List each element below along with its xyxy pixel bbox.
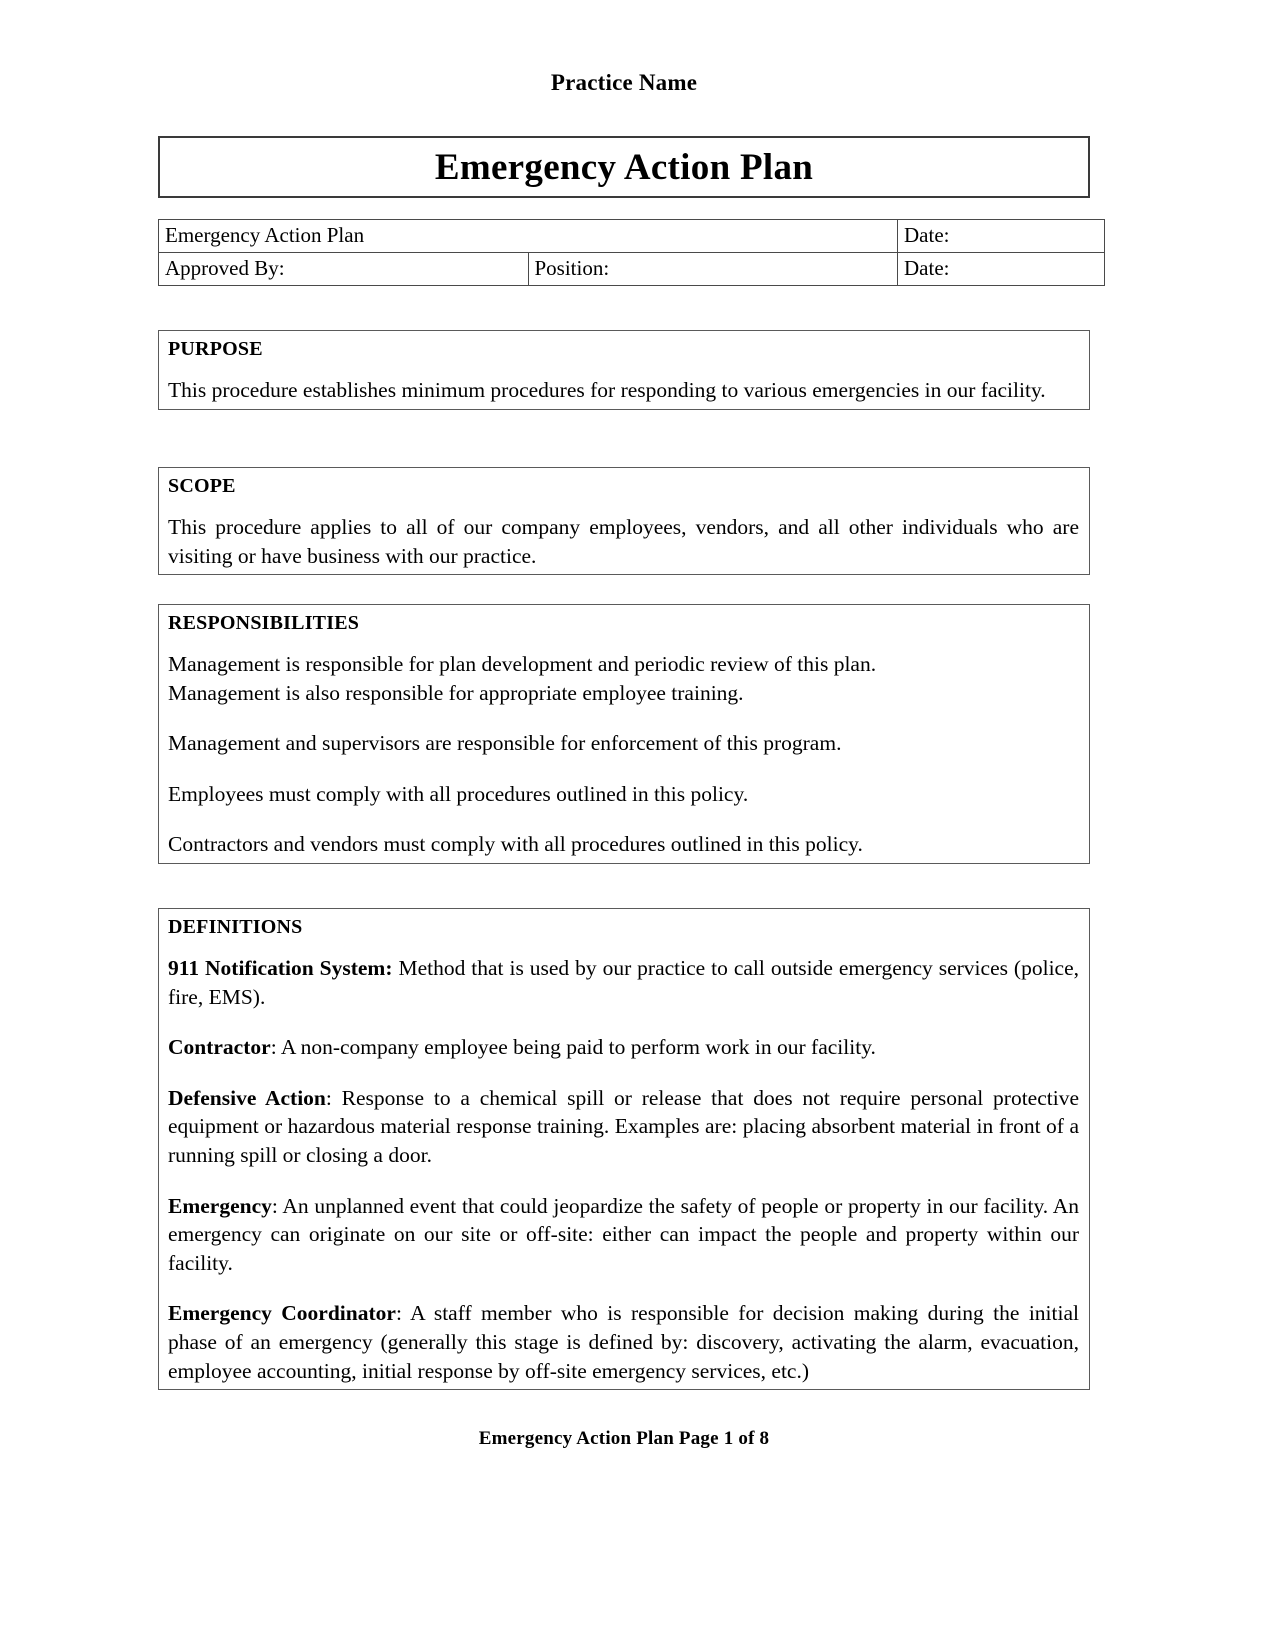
section-scope bbox=[158, 467, 1090, 575]
responsibilities-paragraph-5: Contractors and vendors must comply with all procedures outlined in this policy. bbox=[168, 832, 863, 857]
practice-name-header: Practice Name bbox=[550, 70, 698, 95]
section-heading-responsibilities: RESPONSIBILITIES bbox=[168, 612, 360, 634]
cell-date-1: Date: bbox=[898, 220, 1105, 253]
definition-item bbox=[168, 1084, 1079, 1170]
document-title-box bbox=[158, 136, 1090, 198]
definition-item bbox=[168, 954, 1079, 1011]
definition-term: 911 Notification System: bbox=[168, 956, 393, 980]
definition-term: Emergency bbox=[168, 1193, 272, 1218]
responsibilities-paragraph-4: Employees must comply with all procedures outlined in this policy. bbox=[168, 781, 749, 806]
table-row bbox=[159, 220, 1105, 253]
section-purpose bbox=[158, 330, 1090, 410]
section-body-purpose: This procedure establishes minimum procedures for responding to various emergencies in our facility. bbox=[168, 378, 1046, 402]
responsibilities-paragraph-2: Management is also responsible for appropriate employee training. bbox=[168, 680, 744, 705]
responsibilities-paragraph-1: Management is responsible for plan development and periodic review of this plan. bbox=[168, 652, 877, 676]
definition-term: Emergency Coordinator bbox=[168, 1301, 396, 1326]
definition-term: Defensive Action bbox=[168, 1085, 326, 1110]
section-definitions bbox=[158, 908, 1090, 1390]
section-heading-purpose: PURPOSE bbox=[168, 338, 263, 360]
definition-item bbox=[168, 1299, 1079, 1385]
page-title: Emergency Action Plan bbox=[434, 146, 814, 188]
definition-text: : Response to a chemical spill or release that does not require personal protective equipment or hazardous material response training. Examples are: placing absorbent material in front of a running spill or closing a door. bbox=[168, 1085, 1079, 1167]
section-heading-definitions: DEFINITIONS bbox=[168, 916, 303, 938]
definition-text: : A non-company employee being paid to perform work in our facility. bbox=[270, 1035, 876, 1060]
section-heading-scope: SCOPE bbox=[168, 475, 236, 497]
page-footer: Emergency Action Plan Page 1 of 8 bbox=[478, 1428, 770, 1449]
definition-item bbox=[168, 1033, 1079, 1062]
approval-table bbox=[158, 219, 1105, 286]
cell-approved-by: Approved By: bbox=[159, 253, 529, 286]
definition-term: Contractor bbox=[168, 1035, 271, 1060]
definition-text: Method that is used by our practice to call outside emergency services (police, fire, EMS). bbox=[168, 956, 1079, 1009]
cell-date-2: Date: bbox=[898, 253, 1105, 286]
definition-text: : An unplanned event that could jeopardize the safety of people or property in our facility. An emergency can originate on our site or off-site: either can impact the people and property within our facility. bbox=[168, 1193, 1079, 1275]
definition-text: : A staff member who is responsible for decision making during the initial phase of an emergency (generally this stage is defined by: discovery, activating the alarm, evacuation, employee accounting, initial response by off-site emergency services, etc.) bbox=[168, 1301, 1079, 1383]
definition-item bbox=[168, 1192, 1079, 1278]
cell-plan-name: Emergency Action Plan bbox=[159, 220, 898, 253]
responsibilities-paragraph-3: Management and supervisors are responsible for enforcement of this program. bbox=[168, 731, 842, 756]
section-responsibilities bbox=[158, 604, 1090, 864]
table-row bbox=[159, 253, 1105, 286]
section-body-scope: This procedure applies to all of our company employees, vendors, and all other individuals who are visiting or have business with our practice. bbox=[168, 515, 1079, 568]
cell-position: Position: bbox=[528, 253, 898, 286]
